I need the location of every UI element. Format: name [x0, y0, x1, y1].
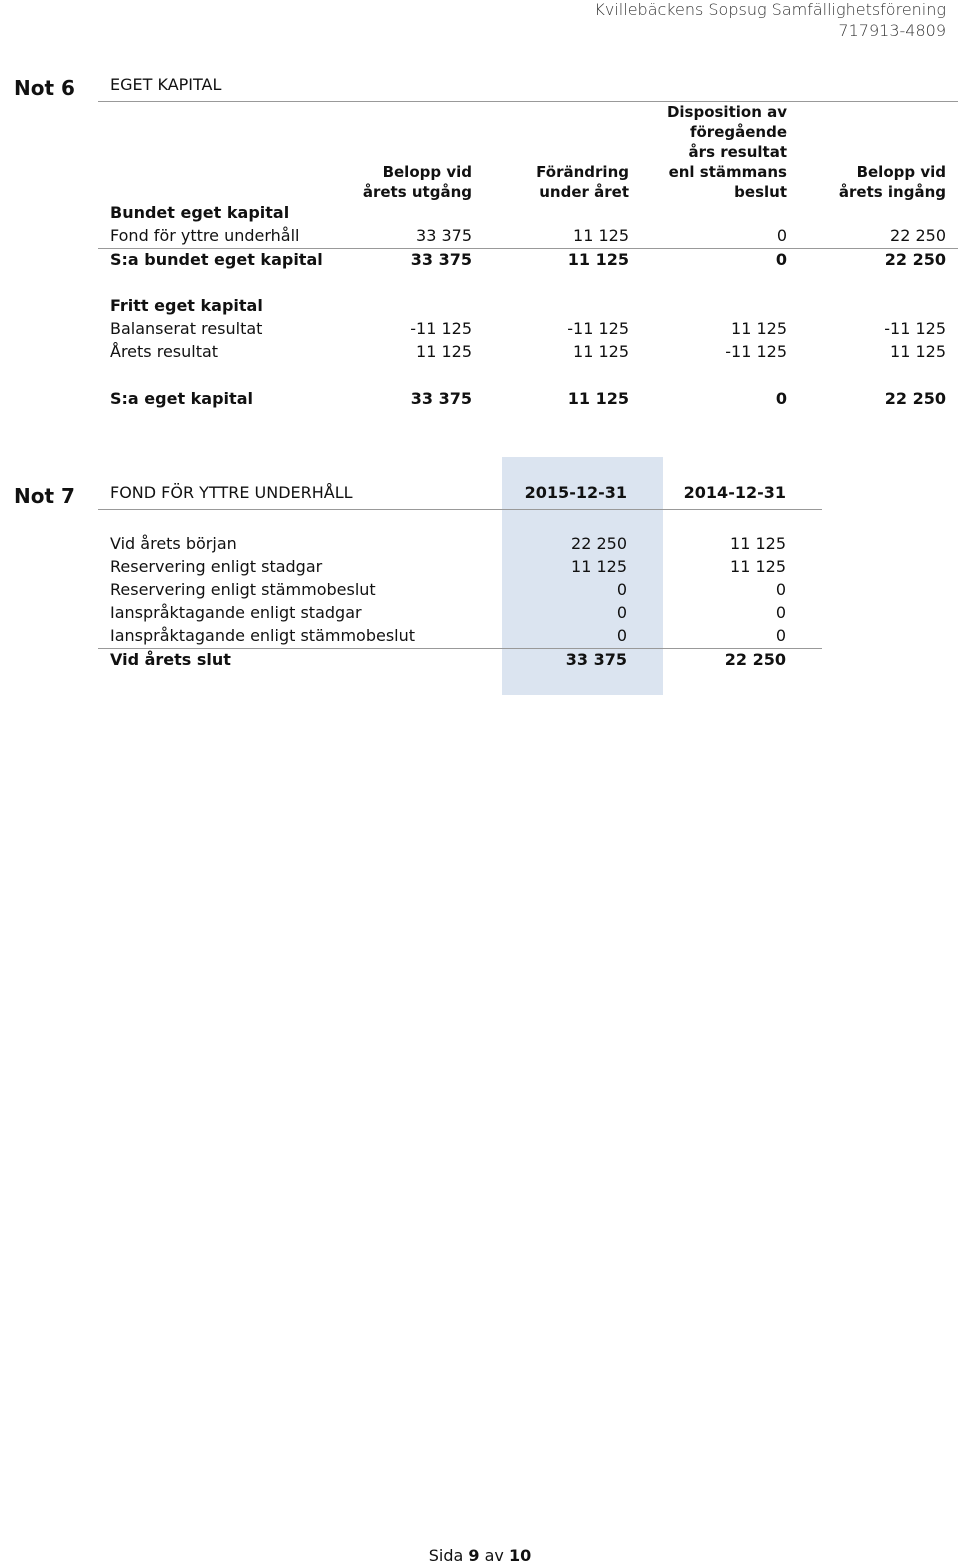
note-6-title: EGET KAPITAL — [110, 75, 222, 94]
col-header-disposition: Disposition av föregående års resultat enl stämmans beslut — [666, 103, 787, 201]
table-row: Fond för yttre underhåll 33 375 11 125 0 22 250 — [110, 226, 946, 245]
page-number: Sida 9 av 10 — [428, 1546, 532, 1565]
subtotal-row: S:a bundet eget kapital 33 375 11 125 0 22 250 — [110, 250, 946, 269]
table-row: Reservering enligt stadgar 11 125 11 125 — [110, 557, 786, 576]
table-row: Balanserat resultat -11 125 -11 125 11 125 -11 125 — [110, 319, 946, 338]
total-row: S:a eget kapital 33 375 11 125 0 22 250 — [110, 389, 946, 408]
col-header-opening-balance: Belopp vid årets ingång — [838, 163, 946, 201]
table-row: Reservering enligt stämmobeslut 0 0 — [110, 580, 786, 599]
organization-number: 717913-4809 — [838, 21, 946, 40]
table-row: Vid årets början 22 250 11 125 — [110, 534, 786, 553]
section-heading-bundet: Bundet eget kapital — [110, 203, 290, 222]
col-header-change: Förändring under året — [536, 163, 629, 201]
note-7-title: FOND FÖR YTTRE UNDERHÅLL — [110, 483, 353, 502]
section-heading-fritt: Fritt eget kapital — [110, 296, 263, 315]
note-7-col-previous: 2014-12-31 — [683, 483, 786, 502]
total-row: Vid årets slut 33 375 22 250 — [110, 650, 786, 669]
note-7-col-current: 2015-12-31 — [524, 483, 627, 502]
note-7-label: Not 7 — [14, 484, 75, 508]
note-6-label: Not 6 — [14, 76, 75, 100]
table-row: Ianspråktagande enligt stämmobeslut 0 0 — [110, 626, 786, 645]
note-7-header-rule — [98, 509, 822, 510]
table-row: Ianspråktagande enligt stadgar 0 0 — [110, 603, 786, 622]
organization-name: Kvillebäckens Sopsug Samfällighetsförening — [594, 0, 946, 19]
note-7-total-rule — [98, 648, 822, 649]
table-row: Årets resultat 11 125 11 125 -11 125 11 125 — [110, 342, 946, 361]
subtotal-rule — [98, 248, 958, 249]
note-6-title-rule — [98, 101, 958, 102]
col-header-closing-balance: Belopp vid årets utgång — [362, 163, 472, 201]
